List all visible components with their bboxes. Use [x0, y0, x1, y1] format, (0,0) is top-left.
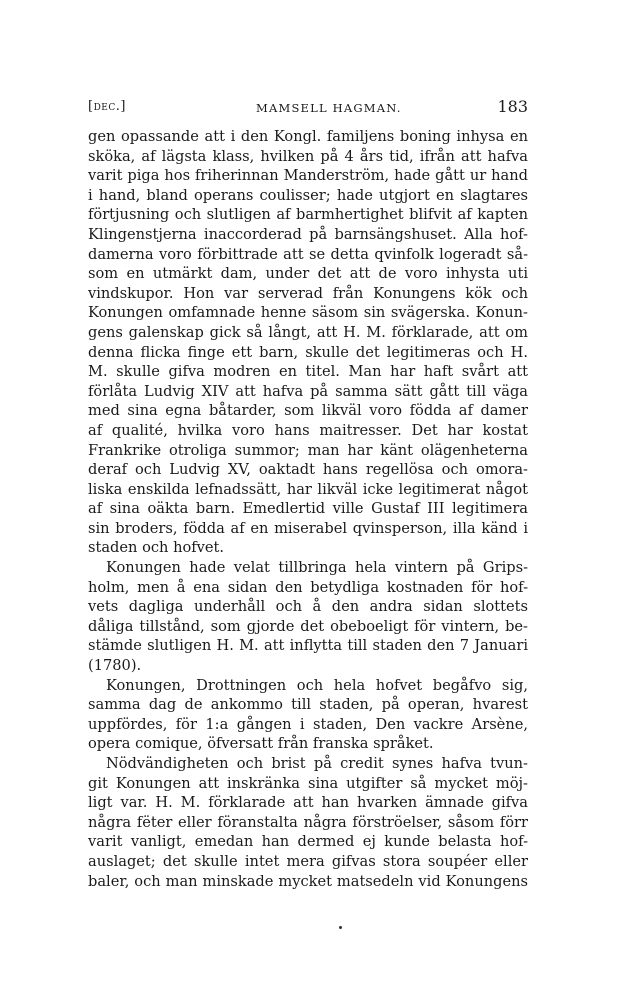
text-line: damerna voro förbittrade att se detta qvinfolk logeradt så-: [88, 245, 528, 263]
text-line: gens galenskap gick så långt, att H. M. förklarade, att om: [88, 323, 528, 341]
text-line: stämde slutligen H. M. att inflytta till staden den 7 Januari: [88, 637, 528, 655]
text-line: staden och hofvet.: [88, 539, 225, 557]
text-line: (1780).: [88, 657, 142, 675]
text-line: af sina oäkta barn. Emedlertid ville Gustaf III legitimera: [88, 500, 528, 518]
text-line: med sina egna båtarder, som likväl voro födda af damer: [88, 402, 528, 420]
running-title: MAMSELL HAGMAN.: [256, 101, 402, 115]
text-line: gen opassande att i den Kongl. familjens boning inhysa en: [88, 128, 528, 145]
text-line: varit vanligt, emedan han dermed ej kunde belasta hof-: [88, 833, 528, 851]
text-line: vindskupor. Hon var serverad från Konungens kök och: [88, 284, 528, 302]
text-line: som en utmärkt dam, under det att de voro inhysta uti: [88, 265, 528, 283]
ink-speck: [339, 926, 342, 929]
text-line: Konungen hade velat tillbringa hela vintern på Grips-: [106, 559, 528, 577]
text-line: af qualité, hvilka voro hans maitresser. Det har kostat: [88, 421, 528, 439]
text-line: M. skulle gifva modren en titel. Man har haft svårt att: [88, 363, 528, 381]
text-line: i hand, bland operans coulisser; hade utgjort en slagtares: [88, 186, 528, 204]
text-line: Frankrike otroliga summor; man har känt olägenheterna: [88, 441, 528, 459]
text-line: Nödvändigheten och brist på credit synes hafva tvun-: [106, 755, 528, 772]
text-line: samma dag de ankommo till staden, på operan, hvarest: [88, 696, 528, 714]
text-line: baler, och man minskade mycket matsedeln vid Konungens: [88, 872, 528, 890]
text-line: några fëter eller föranstalta några förströelser, såsom förr: [88, 813, 528, 831]
text-line: Konungen, Drottningen och hela hofvet begåfvo sig,: [106, 676, 528, 694]
text-line: git Konungen att inskränka sina utgifter så mycket möj-: [88, 774, 528, 792]
body-text: [88, 127, 528, 891]
text-line: deraf och Ludvig XV, oaktadt hans regellösa och omora-: [88, 461, 528, 479]
running-head: [88, 97, 528, 117]
text-line: holm, men å ena sidan den betydliga kostnaden för hof-: [88, 578, 528, 596]
text-line: liska enskilda lefnadssätt, har likväl icke legitimerat något: [88, 480, 528, 498]
text-line: uppfördes, för 1:a gången i staden, Den vackre Arsène,: [88, 715, 528, 733]
text-line: förlåta Ludvig XIV att hafva på samma sätt gått till väga: [88, 382, 528, 400]
text-line: Konungen omfamnade henne säsom sin svägerska. Konun-: [88, 304, 528, 322]
text-line: sin broders, födda af en miserabel qvinsperson, illa känd i: [88, 519, 528, 537]
text-line: varit piga hos friherinnan Manderström, hade gått ur hand: [88, 167, 528, 185]
text-line: auslaget; det skulle intet mera gifvas stora soupéer eller: [88, 852, 528, 870]
text-line: ligt var. H. M. förklarade att han hvarken ämnade gifva: [88, 794, 528, 812]
text-line: förtjusning och slutligen af barmhertighet blifvit af kapten: [88, 206, 528, 224]
text-line: vets dagliga underhåll och å den andra sidan slottets: [88, 598, 528, 616]
text-line: sköka, af lägsta klass, hvilken på 4 års tid, ifrån att hafva: [88, 147, 528, 165]
text-line: Klingenstjerna inaccorderad på barnsängshuset. Alla hof-: [88, 225, 528, 243]
text-line: opera comique, öfversatt från franska språket.: [88, 735, 434, 753]
text-line: denna flicka finge ett barn, skulle det legitimeras och H.: [88, 343, 528, 361]
section-marker: [dec.]: [88, 99, 126, 114]
page-number: 183: [497, 97, 528, 116]
text-line: dåliga tillstånd, som gjorde det obeboeligt för vintern, be-: [88, 617, 528, 635]
